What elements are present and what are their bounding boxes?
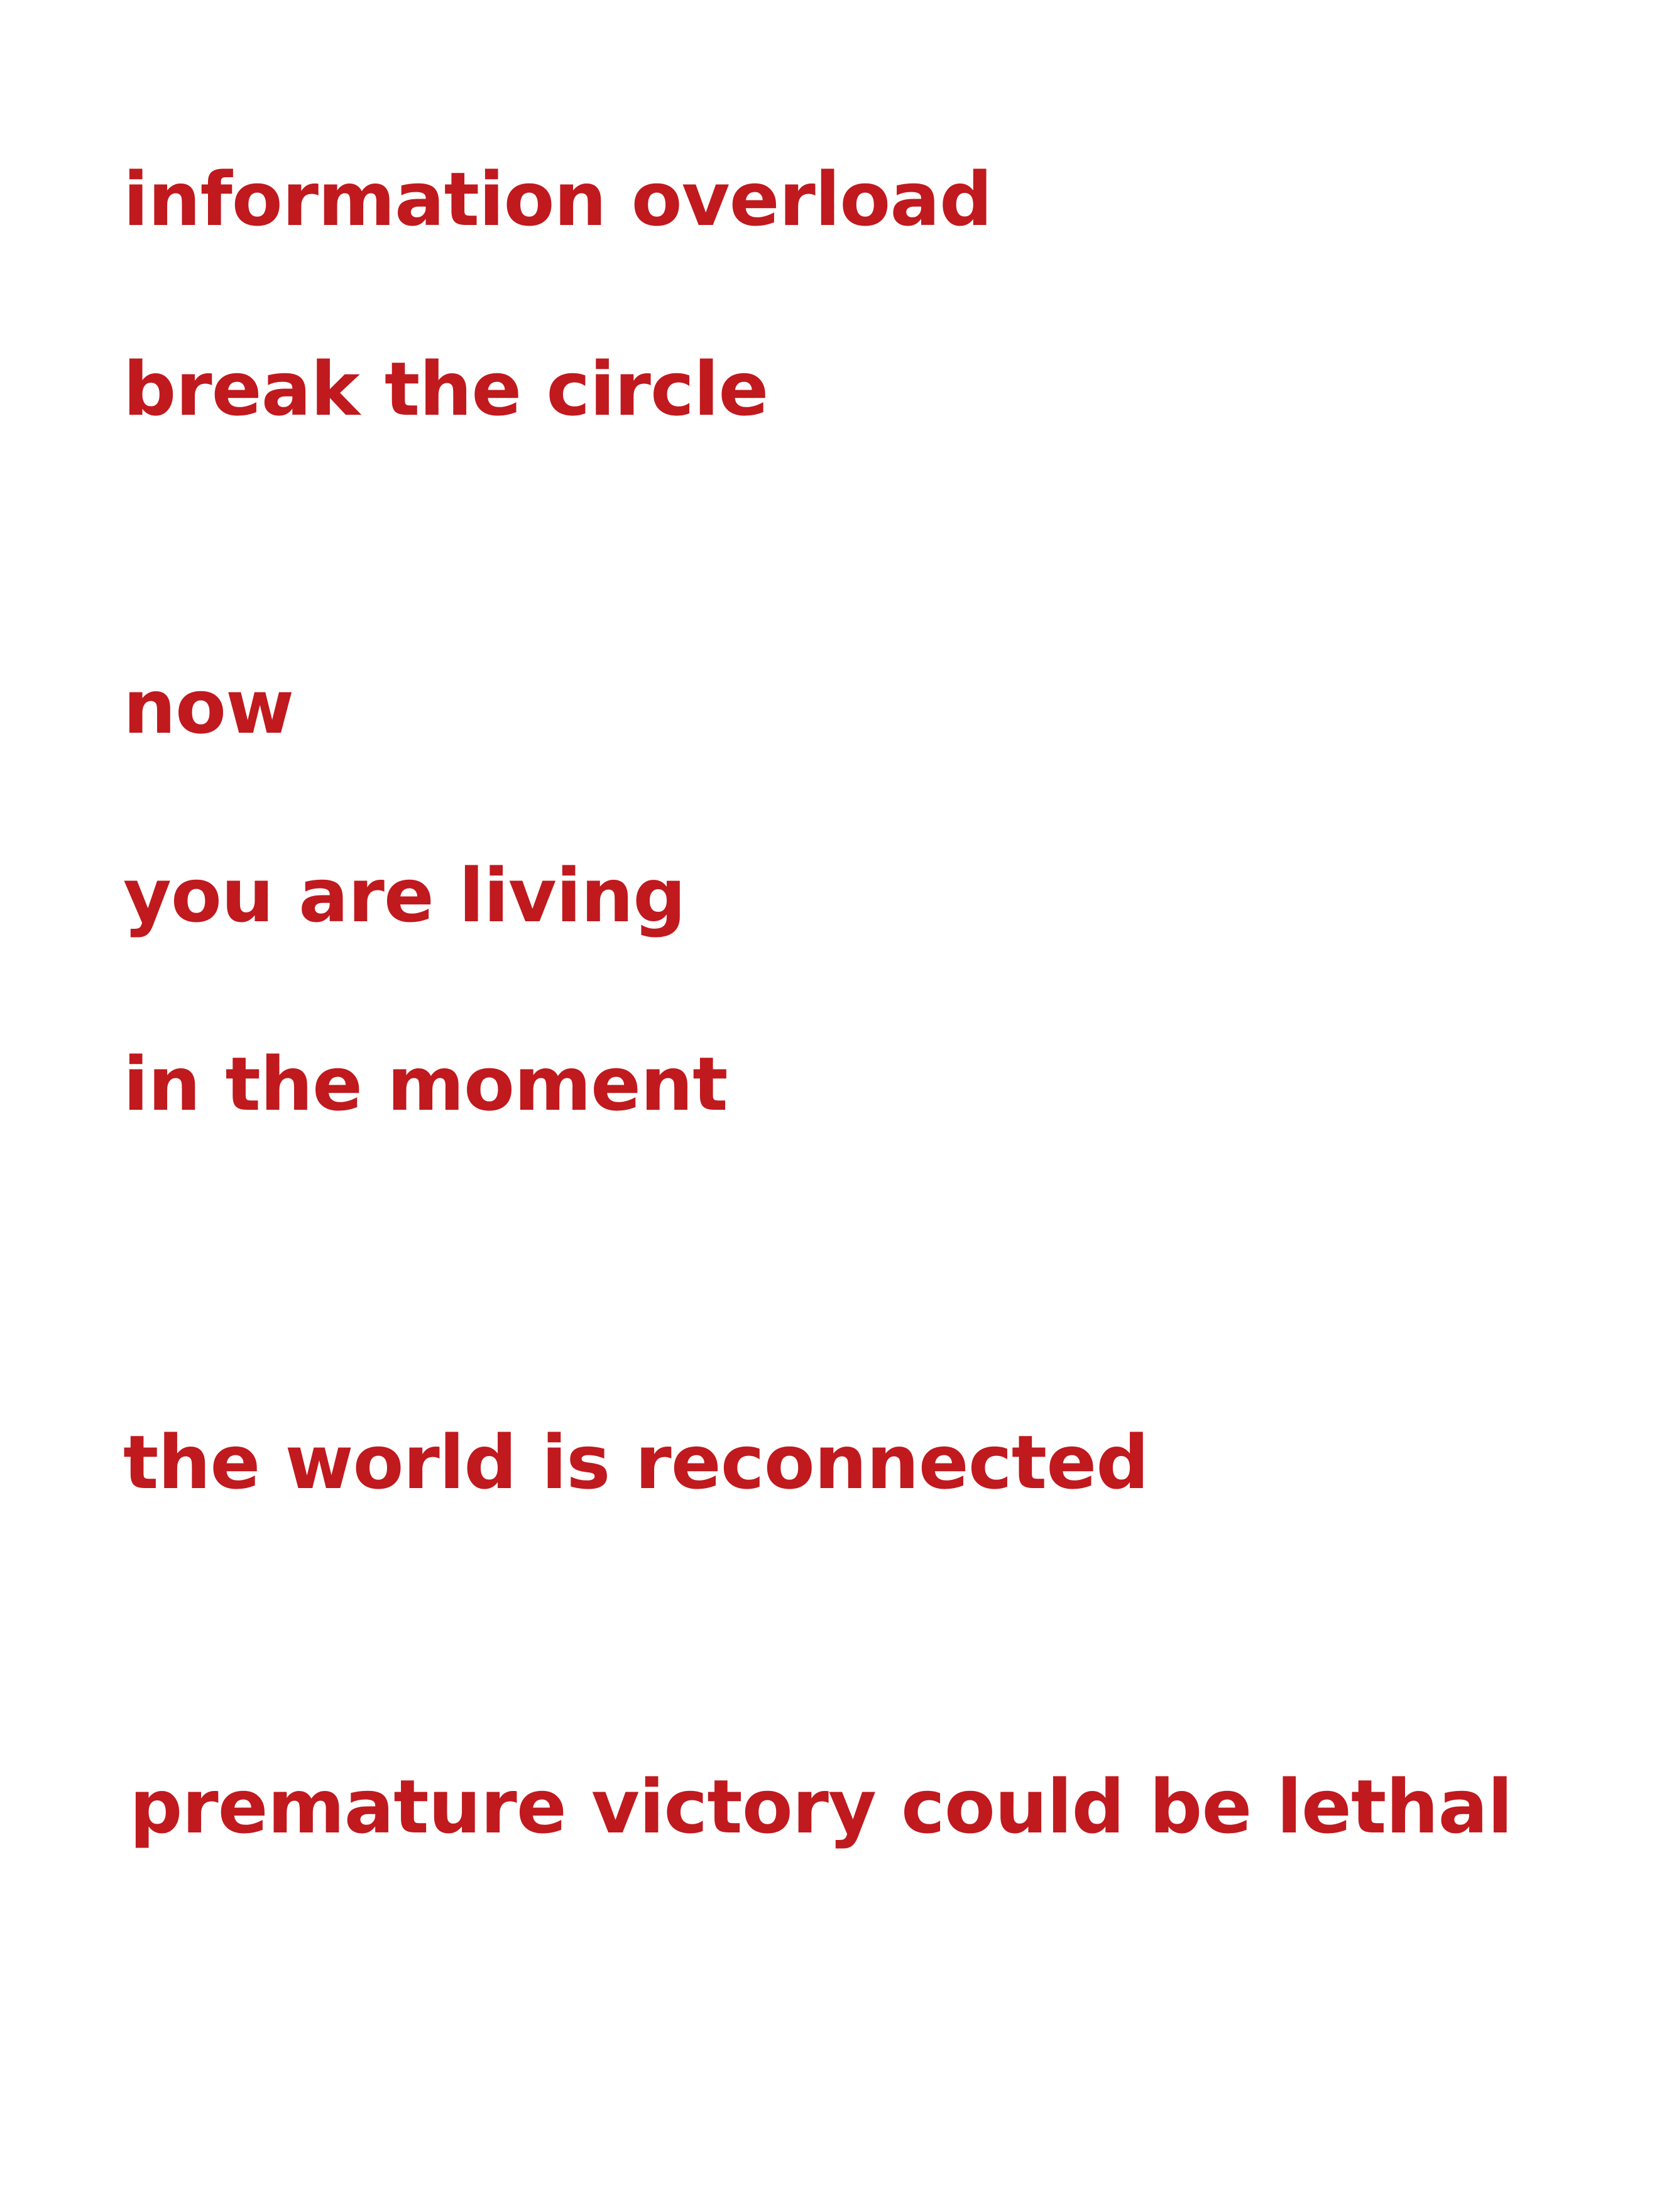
poem-line-you-are-living: you are living bbox=[123, 852, 686, 939]
poem-line-in-the-moment: in the moment bbox=[123, 1041, 728, 1127]
poem-line-premature-victory: premature victory could be lethal bbox=[129, 1763, 1512, 1850]
poem-line-information-overload: information overload bbox=[123, 156, 992, 243]
poem-line-break-the-circle: break the circle bbox=[123, 346, 768, 432]
poem-line-now: now bbox=[123, 664, 294, 750]
poem-line-world-reconnected: the world is reconnected bbox=[123, 1419, 1149, 1506]
